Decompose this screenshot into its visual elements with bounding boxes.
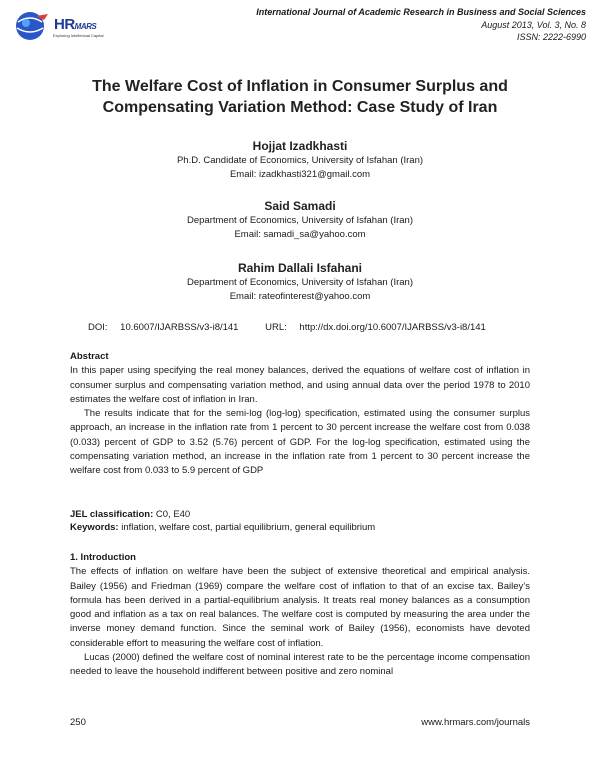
globe-icon xyxy=(14,10,50,42)
introduction-heading: 1. Introduction xyxy=(70,552,136,563)
abstract-paragraph-1: In this paper using specifying the real money balances, derived the equations of welfare cost of inflation in consumer surplus and compensating variation method, and using annual data over the period 1978 to 2010 estimates the welfare cost of inflation in Iran. xyxy=(70,365,530,405)
author-2 xyxy=(0,198,600,242)
author-email: Email: samadi_sa@yahoo.com xyxy=(234,229,366,240)
page-number: 250 xyxy=(70,717,86,728)
abstract-paragraph-2: The results indicate that for the semi-log (log-log) specification, estimated using the consumer surplus approach, an increase in the inflation rate from 1 percent to 30 percent increase the welfare cost from 0.038 (0.033) percent of GDP to 3.52 (5.76) percent of GDP. For the log-log specification, estimated using the compensating variation method, an increase in the inflation rate from 1 percent to 30 percent increase the welfare cost from 0.033 to 5.9 percent of GDP xyxy=(70,408,530,477)
jel-value: C0, E40 xyxy=(155,509,191,520)
doi-line xyxy=(88,322,496,333)
author-affiliation: Ph.D. Candidate of Economics, University of Isfahan (Iran) xyxy=(176,155,424,166)
keywords-label: Keywords: xyxy=(70,522,119,533)
footer-website-link[interactable]: www.hrmars.com/journals xyxy=(421,717,530,728)
keywords-line xyxy=(70,521,375,534)
author-name: Rahim Dallali Isfahani xyxy=(237,261,363,275)
author-name: Hojjat Izadkhasti xyxy=(252,139,348,153)
author-email: Email: rateofinterest@yahoo.com xyxy=(229,291,371,302)
author-1 xyxy=(0,138,600,182)
author-email: Email: izadkhasti321@gmail.com xyxy=(229,169,371,180)
author-name: Said Samadi xyxy=(264,199,336,213)
doi-label: DOI: xyxy=(88,322,108,333)
doi-value[interactable]: 10.6007/IJARBSS/v3-i8/141 xyxy=(120,322,239,333)
introduction-paragraph-1: The effects of inflation on welfare have been the subject of extensive theoretical and empirical analysis. Bailey (1956) and Friedman (1969) compare the welfare cost of inflation to that of an excise tax. Bailey’s formula has been derived in a partial-equilibrium analysis. It treats real money balances as a consumption good and inflation as a tax on real balances. The welfare cost is computed by measuring the area under the inverse money demand function. Since the seminal work of Bailey (1956), economists have devoted considerable effort to measuring the welfare cost of inflation. xyxy=(70,566,530,649)
title-line-1: The Welfare Cost of Inflation in Consumer Surplus and xyxy=(92,78,508,95)
jel-label: JEL classification: xyxy=(70,509,154,520)
title-line-2: Compensating Variation Method: Case Study of Iran xyxy=(102,99,498,116)
journal-name: International Journal of Academic Research in Business and Social Sciences xyxy=(256,7,586,17)
introduction-section xyxy=(70,551,530,680)
paper-title xyxy=(40,76,560,118)
keywords-value: inflation, welfare cost, partial equilibrium, general equilibrium xyxy=(121,522,376,533)
author-affiliation: Department of Economics, University of Isfahan (Iran) xyxy=(187,215,413,226)
url-link[interactable]: http://dx.doi.org/10.6007/IJARBSS/v3-i8/141 xyxy=(299,322,486,333)
journal-logo xyxy=(14,10,106,42)
abstract-heading: Abstract xyxy=(70,351,109,362)
journal-issue: August 2013, Vol. 3, No. 8 xyxy=(481,19,586,30)
journal-header xyxy=(226,6,586,44)
jel-line xyxy=(70,508,190,521)
abstract-section xyxy=(70,350,530,479)
author-3 xyxy=(0,260,600,304)
logo-tagline: Exploring Intellectual Capital xyxy=(53,33,104,38)
introduction-paragraph-2: Lucas (2000) defined the welfare cost of nominal interest rate to be the percentage income compensation needed to leave the household indifferent between positive and zero nominal xyxy=(70,652,530,678)
url-label: URL: xyxy=(265,322,287,333)
journal-issn: ISSN: 2222-6990 xyxy=(516,32,586,42)
author-affiliation: Department of Economics, University of Isfahan (Iran) xyxy=(187,277,413,288)
logo-wordmark: HRMARS xyxy=(54,16,97,33)
